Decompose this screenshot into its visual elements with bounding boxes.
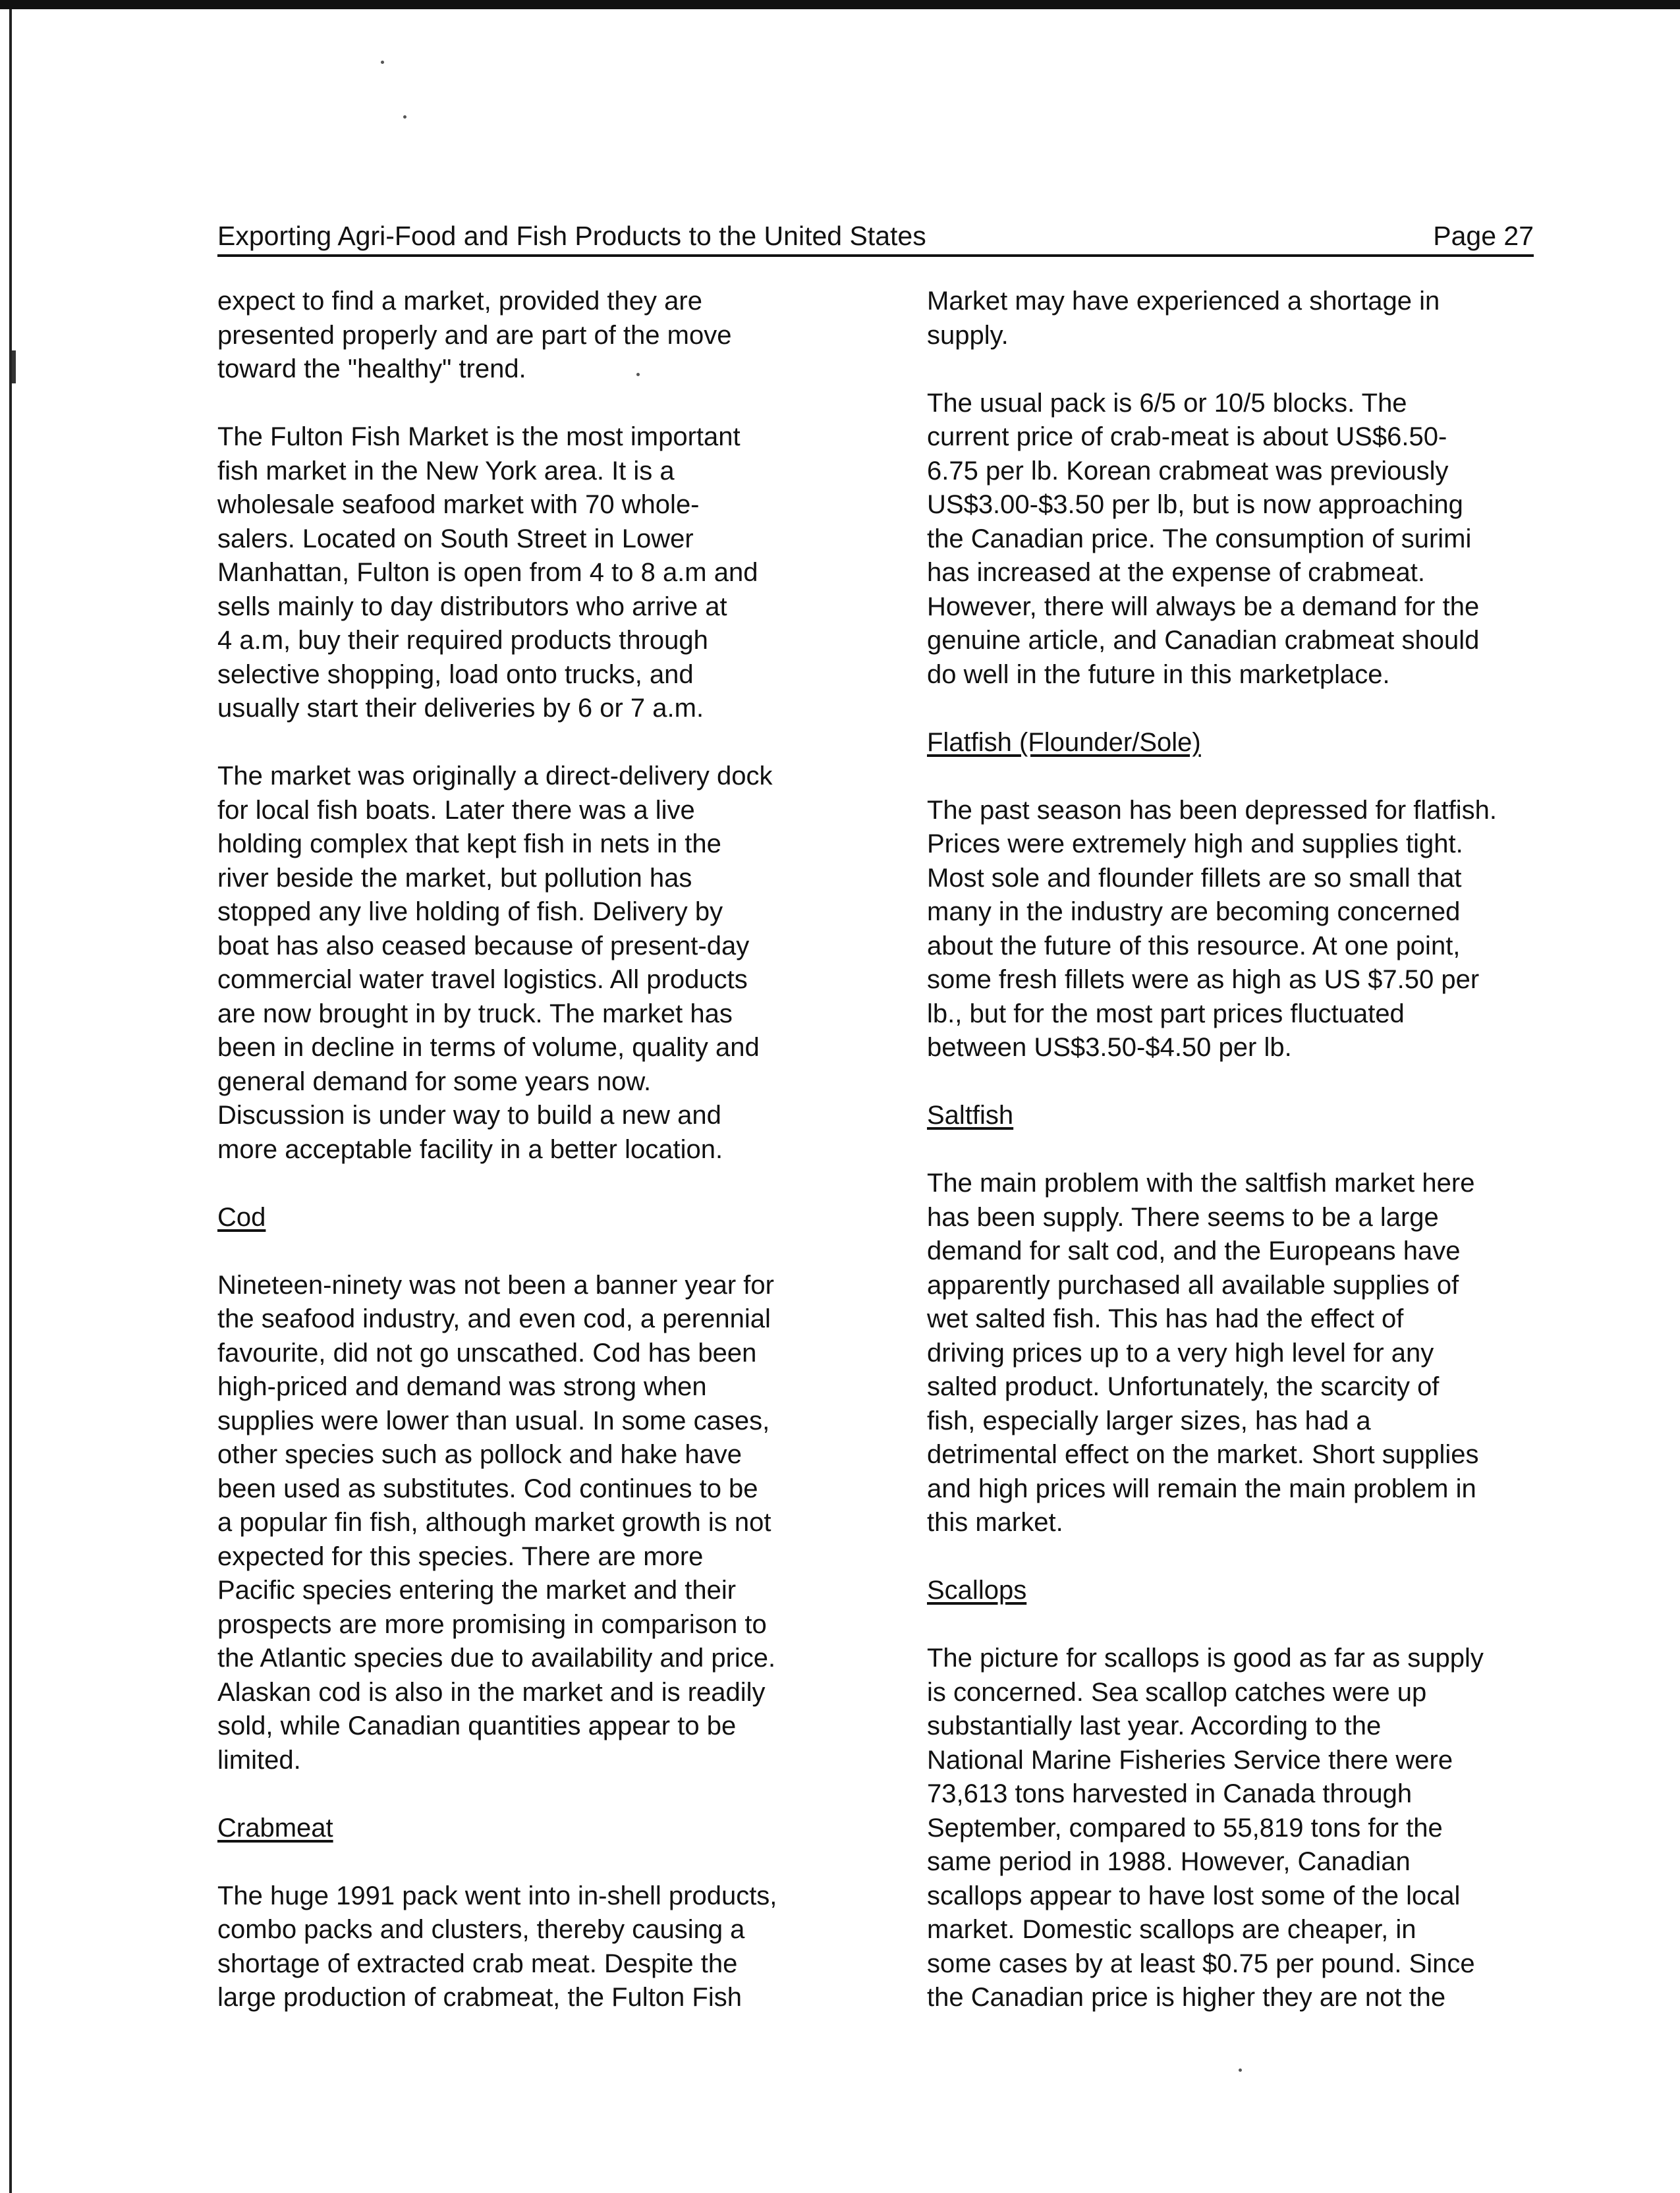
text-line: do well in the future in this marketplace. (927, 659, 1390, 689)
text-line: Pacific species entering the market and their (217, 1576, 737, 1605)
text-line: demand for salt cod, and the Europeans have (927, 1236, 1461, 1265)
text-line: US$3.00-$3.50 per lb, but is now approaching (927, 490, 1463, 519)
text-line: Alaskan cod is also in the market and is readily (217, 1677, 766, 1707)
text-line: current price of crab-meat is about US$6.50- (927, 422, 1447, 451)
text-line: 4 a.m, buy their required products through (217, 626, 708, 655)
text-line: usually start their deliveries by 6 or 7 a.m. (217, 694, 704, 723)
left-column (217, 285, 863, 2049)
right-column (927, 285, 1559, 2049)
text-line: September, compared to 55,819 tons for the (927, 1813, 1443, 1843)
text-line: shortage of extracted crab meat. Despite the (217, 1949, 738, 1978)
paragraph-saltfish (927, 1167, 1559, 1540)
scan-speck (403, 115, 406, 119)
text-line: driving prices up to a very high level for any (927, 1338, 1434, 1368)
text-line: The usual pack is 6/5 or 10/5 blocks. The (927, 388, 1407, 418)
text-line: boat has also ceased because of present-day (217, 931, 750, 960)
text-line: wholesale seafood market with 70 whole- (217, 490, 700, 519)
text-line: about the future of this resource. At one point, (927, 931, 1461, 960)
text-line: expected for this species. There are more (217, 1541, 704, 1571)
text-line: Manhattan, Fulton is open from 4 to 8 a.m and (217, 558, 758, 587)
text-line: Nineteen-ninety was not been a banner year for (217, 1270, 774, 1300)
text-line: been in decline in terms of volume, quality and (217, 1033, 760, 1062)
text-line: substantially last year. According to the (927, 1711, 1382, 1740)
text-line: fish, especially larger sizes, has had a (927, 1406, 1371, 1435)
text-line: Market may have experienced a shortage in (927, 287, 1440, 316)
paragraph-crabmeat-pricing (927, 387, 1559, 692)
paragraph-market-history (217, 760, 863, 1167)
text-line: supplies were lower than usual. In some cases, (217, 1406, 770, 1435)
text-line: for local fish boats. Later there was a live (217, 795, 695, 825)
text-line: sells mainly to day distributors who arrive at (217, 592, 727, 621)
text-line: been used as substitutes. Cod continues to be (217, 1474, 758, 1503)
text-line: river beside the market, but pollution has (217, 863, 692, 893)
text-line: the Canadian price is higher they are not the (927, 1983, 1446, 2012)
text-line: the Canadian price. The consumption of surimi (927, 524, 1472, 553)
text-line: more acceptable facility in a better location. (217, 1134, 723, 1164)
text-line: Prices were extremely high and supplies tight. (927, 829, 1463, 858)
text-line: 73,613 tons harvested in Canada through (927, 1779, 1413, 1808)
text-line: However, there will always be a demand for the (927, 592, 1480, 621)
scan-border-top (0, 0, 1680, 9)
scan-border-left (9, 9, 12, 2193)
text-line: presented properly and are part of the move (217, 320, 732, 350)
text-line: and high prices will remain the main problem in (927, 1474, 1476, 1503)
text-line: National Marine Fisheries Service there were (927, 1745, 1453, 1775)
text-line: limited. (217, 1745, 301, 1775)
text-line: high-priced and demand was strong when (217, 1372, 707, 1401)
scan-mark (12, 350, 16, 383)
text-line: apparently purchased all available supplies of (927, 1270, 1459, 1300)
text-line: sold, while Canadian quantities appear to be (217, 1711, 737, 1740)
text-line: is concerned. Sea scallop catches were up (927, 1677, 1427, 1707)
section-heading-saltfish: Saltfish (927, 1101, 1014, 1130)
text-line: the seafood industry, and even cod, a perennial (217, 1304, 771, 1333)
text-line: between US$3.50-$4.50 per lb. (927, 1033, 1292, 1062)
paragraph-crabmeat (217, 1879, 863, 2015)
text-line: combo packs and clusters, thereby causing a (217, 1915, 745, 1944)
text-line: 6.75 per lb. Korean crabmeat was previously (927, 456, 1449, 486)
text-line: some cases by at least $0.75 per pound. Since (927, 1949, 1475, 1978)
text-line: large production of crabmeat, the Fulton Fish (217, 1983, 742, 2012)
text-line: Most sole and flounder fillets are so small that (927, 863, 1462, 893)
text-line: Discussion is under way to build a new and (217, 1101, 721, 1130)
text-line: toward the "healthy" trend. (217, 354, 526, 383)
scan-speck (381, 61, 384, 64)
text-line: expect to find a market, provided they are (217, 287, 702, 316)
running-header (217, 217, 1534, 254)
section-heading-scallops: Scallops (927, 1576, 1027, 1605)
text-line: has been supply. There seems to be a large (927, 1202, 1439, 1232)
paragraph-crabmeat-continued (927, 285, 1559, 352)
text-line: salers. Located on South Street in Lower (217, 524, 694, 553)
text-line: The Fulton Fish Market is the most important (217, 422, 741, 451)
text-line: The huge 1991 pack went into in-shell products, (217, 1881, 777, 1910)
text-line: holding complex that kept fish in nets in the (217, 829, 721, 858)
text-line: fish market in the New York area. It is a (217, 456, 675, 486)
text-line: The past season has been depressed for flatfish. (927, 795, 1497, 825)
text-line: other species such as pollock and hake have (217, 1440, 742, 1469)
text-line: same period in 1988. However, Canadian (927, 1847, 1411, 1876)
section-heading-crabmeat: Crabmeat (217, 1813, 333, 1843)
paragraph-fulton-fish-market (217, 420, 863, 726)
page-number: Page 27 (1433, 221, 1534, 251)
paragraph-flatfish (927, 794, 1559, 1065)
text-line: detrimental effect on the market. Short supplies (927, 1440, 1479, 1469)
text-line: market. Domestic scallops are cheaper, in (927, 1915, 1416, 1944)
text-line: are now brought in by truck. The market has (217, 999, 733, 1028)
text-line: a popular fin fish, although market growth is not (217, 1508, 771, 1537)
text-line: favourite, did not go unscathed. Cod has been (217, 1338, 757, 1368)
text-line: The market was originally a direct-delivery dock (217, 762, 773, 791)
text-line: scallops appear to have lost some of the local (927, 1881, 1461, 1910)
text-line: commercial water travel logistics. All products (217, 965, 748, 994)
text-line: supply. (927, 320, 1009, 350)
text-line: prospects are more promising in comparison to (217, 1609, 767, 1639)
text-line: this market. (927, 1508, 1063, 1537)
scan-speck (1239, 2068, 1242, 2072)
document-title: Exporting Agri-Food and Fish Products to the United States (217, 221, 926, 251)
text-line: salted product. Unfortunately, the scarcity of (927, 1372, 1440, 1401)
text-line: lb., but for the most part prices fluctuated (927, 999, 1405, 1028)
header-rule (217, 254, 1534, 257)
text-line: wet salted fish. This has had the effect of (927, 1304, 1404, 1333)
section-heading-cod: Cod (217, 1202, 266, 1232)
text-line: The main problem with the saltfish market here (927, 1169, 1475, 1198)
text-line: genuine article, and Canadian crabmeat should (927, 626, 1480, 655)
paragraph-cod (217, 1269, 863, 1778)
text-line: many in the industry are becoming concerned (927, 897, 1461, 926)
text-line: stopped any live holding of fish. Delivery by (217, 897, 723, 926)
text-line: has increased at the expense of crabmeat. (927, 558, 1426, 587)
paragraph (217, 285, 863, 387)
text-line: general demand for some years now. (217, 1067, 652, 1096)
text-line: some fresh fillets were as high as US $7.50 per (927, 965, 1480, 994)
section-heading-flatfish: Flatfish (Flounder/Sole) (927, 727, 1201, 757)
text-line: The picture for scallops is good as far as supply (927, 1644, 1484, 1673)
paragraph-scallops (927, 1642, 1559, 2015)
text-line: the Atlantic species due to availability and price. (217, 1644, 776, 1673)
text-line: selective shopping, load onto trucks, and (217, 659, 694, 689)
